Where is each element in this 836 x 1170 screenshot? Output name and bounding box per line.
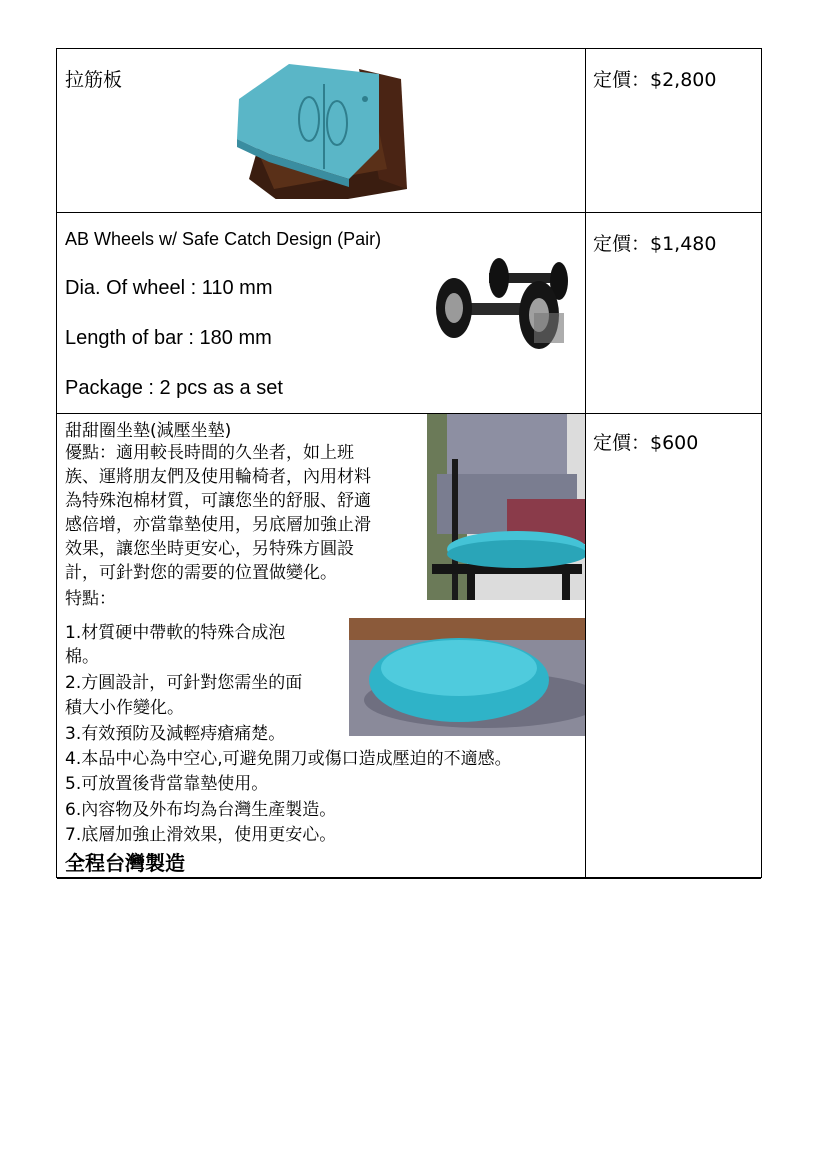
feature-line: 7.底層加強止滑效果，使用更安心。 xyxy=(65,825,337,845)
feature-line: 5.可放置後背當靠墊使用。 xyxy=(65,774,269,794)
table-row xyxy=(57,213,761,414)
price: 定價：$600 xyxy=(593,432,699,454)
feature-line: 1.材質硬中帶軟的特殊合成泡 xyxy=(65,623,286,643)
product-name: 甜甜圈坐墊(減壓坐墊) xyxy=(65,421,232,441)
stretch-board-image xyxy=(229,59,411,199)
advantage-line: 族、運將朋友們及使用輪椅者，內用材料 xyxy=(65,467,371,487)
feature-line: 棉。 xyxy=(65,647,99,667)
cushion-product-image xyxy=(349,618,585,736)
feature-line: 2.方圓設計，可針對您需坐的面 xyxy=(65,673,303,693)
column-divider xyxy=(585,49,586,877)
spec-line: Length of bar : 180 mm xyxy=(65,327,272,349)
advantage-line: 為特殊泡棉材質，可讓您坐的舒服、舒適 xyxy=(65,491,371,511)
advantage-line: 優點：適用較長時間的久坐者，如上班 xyxy=(65,443,354,463)
advantage-line: 計，可針對您的需要的位置做變化。 xyxy=(65,563,337,583)
price: 定價：$2,800 xyxy=(593,69,717,91)
table-row xyxy=(57,49,761,213)
made-in-taiwan: 全程台灣製造 xyxy=(65,851,185,875)
advantage-line: 效果，讓您坐時更安心，另特殊方圓設 xyxy=(65,539,354,559)
features-title: 特點： xyxy=(65,589,116,609)
product-table xyxy=(56,48,762,878)
feature-line: 積大小作變化。 xyxy=(65,698,184,718)
feature-line: 3.有效預防及減輕痔瘡痛楚。 xyxy=(65,724,286,744)
table-row xyxy=(57,414,761,879)
advantage-line: 感倍增，亦當靠墊使用，另底層加強止滑 xyxy=(65,515,371,535)
price: 定價：$1,480 xyxy=(593,233,717,255)
feature-line: 6.內容物及外布均為台灣生產製造。 xyxy=(65,800,337,820)
ab-wheel-image xyxy=(429,253,579,358)
product-name: AB Wheels w/ Safe Catch Design (Pair) xyxy=(65,229,382,249)
feature-line: 4.本品中心為中空心,可避免開刀或傷口造成壓迫的不適感。 xyxy=(65,749,512,769)
product-name: 拉筋板 xyxy=(65,69,123,91)
spec-line: Package : 2 pcs as a set xyxy=(65,377,283,399)
cushion-seated-image xyxy=(427,414,585,600)
spec-line: Dia. Of wheel : 110 mm xyxy=(65,277,273,299)
